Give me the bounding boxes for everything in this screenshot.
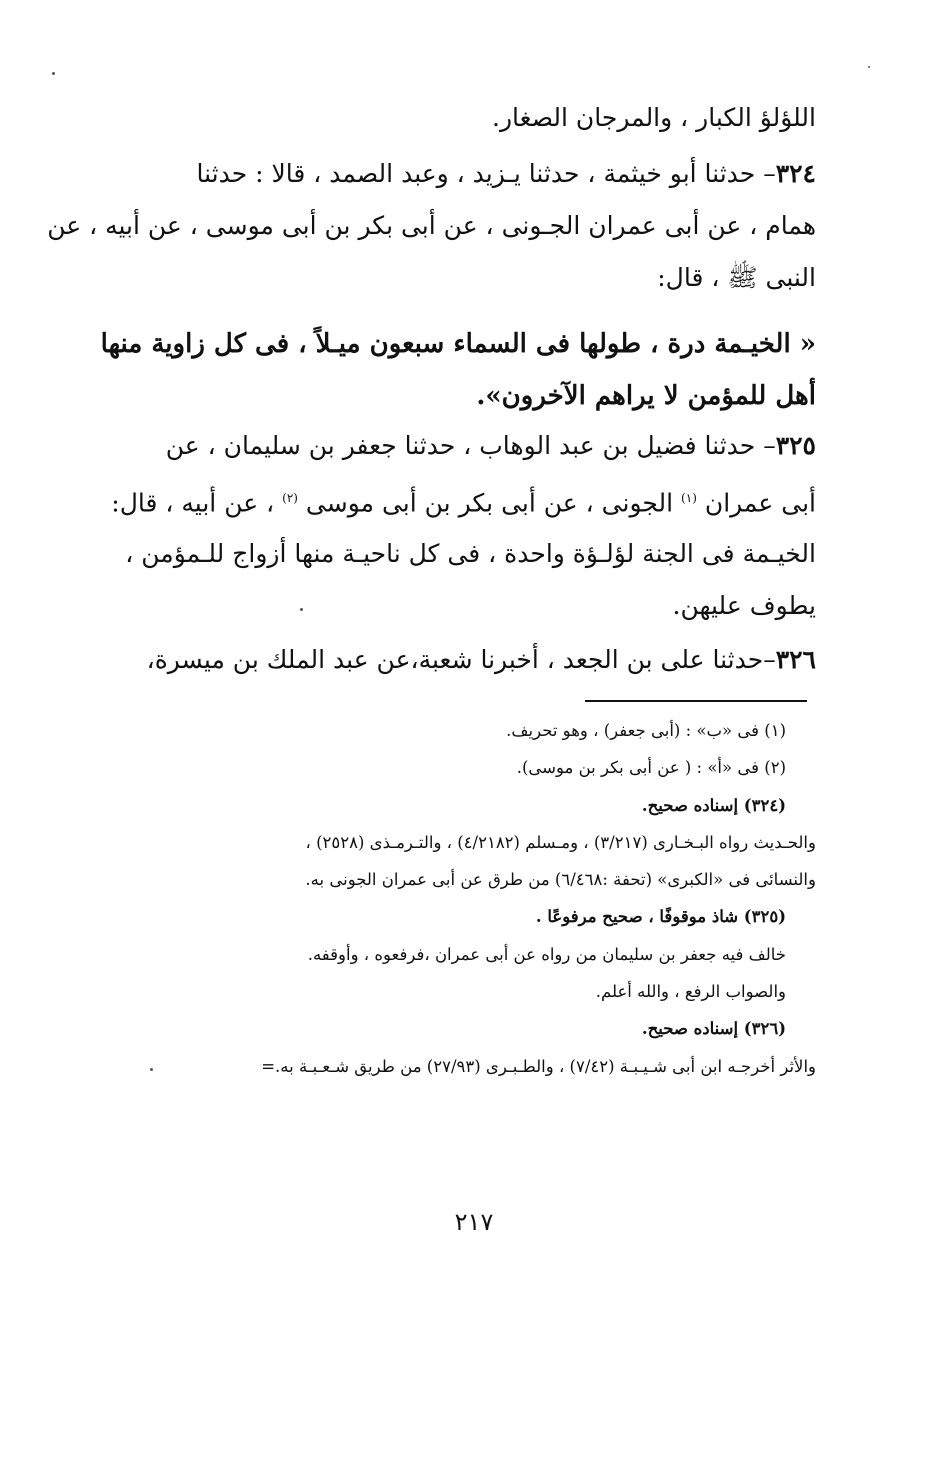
hadith-324-line-1 — [126, 148, 816, 200]
footnote-ref: (١) — [681, 491, 697, 505]
hadith-text: – حدثنا فضيل بن عبد الوهاب ، حدثنا جعفر بن سليمان ، عن — [165, 431, 776, 460]
hadith-325 — [111, 420, 816, 529]
footnote-325-line-1: خالف فيه جعفر بن سليمان من رواه عن أبى عمران ،فرفعوه ، وأوقفه. — [307, 944, 786, 964]
footnote-326-line-1: والأثر أخرجـه ابن أبى شـيـبـة (٧/٤٢) ، والطـبـرى (٢٧/٩٣) من طريق شـعـبـة به.= — [261, 1056, 816, 1076]
footnote-326-heading: (٣٢٦) إسناده صحيح. — [641, 1019, 786, 1039]
quote-325-line-2: يطوف عليهن. — [672, 591, 816, 620]
footnote-324-heading: (٣٢٤) إسناده صحيح. — [641, 795, 786, 815]
page-number: ٢١٧ — [454, 1208, 494, 1236]
quote-324-line-2: أهل للمؤمن لا يراهم الآخرون». — [476, 381, 816, 411]
footnote-324-line-2: والنسائى فى «الكبرى» (تحفة :٦/٤٦٨) من طرق عن أبى عمران الجونى به. — [305, 870, 816, 890]
intro-line: اللؤلؤ الكبار ، والمرجان الصغار. — [492, 103, 816, 132]
hadith-text: الجونى ، عن أبى بكر بن أبى موسى — [305, 488, 674, 518]
hadith-number: ٣٢٤ — [775, 159, 816, 188]
hadith-325-line-2 — [111, 472, 816, 529]
hadith-324 — [47, 148, 816, 304]
footnote-324-line-1: والحـديث رواه البـخـارى (٣/٢١٧) ، ومـسلم (٤/٢١٨٢) ، والتـرمـذى (٢٥٢٨) ، — [305, 832, 816, 852]
hadith-text: – حدثنا أبو خيثمة ، حدثنا يـزيد ، وعبد الصمد ، قالا : حدثنا — [196, 159, 776, 188]
hadith-number: ٣٢٥ — [775, 431, 816, 460]
footnote-325-line-2: والصواب الرفع ، والله أعلم. — [595, 982, 786, 1002]
scan-speck — [868, 66, 870, 68]
hadith-text: أبى عمران — [704, 488, 816, 518]
footnote-2: (٢) فى «أ» : ( عن أبى بكر بن موسى). — [516, 758, 786, 778]
footnotes — [126, 712, 816, 1085]
footnote-325-heading: (٣٢٥) شاذ موقوفًا ، صحيح مرفوعًا . — [535, 907, 786, 927]
quote-324 — [100, 318, 816, 422]
hadith-324-line-2: همام ، عن أبى عمران الجـونى ، عن أبى بكر بن أبى موسى ، عن أبيه ، عن — [47, 211, 816, 240]
footnote-ref: (٢) — [282, 491, 298, 505]
hadith-325-line-1 — [126, 420, 816, 472]
hadith-326 — [126, 634, 816, 686]
hadith-326-line-1 — [126, 634, 816, 686]
quote-325-line-1: الخيـمة فى الجنة لؤلـؤة واحدة ، فى كل ناحيـة منها أزواج للـمؤمن ، — [125, 539, 816, 568]
quote-325 — [126, 528, 816, 632]
intro-paragraph — [126, 92, 816, 144]
quote-324-line-1: « الخيـمة درة ، طولها فى السماء سبعون ميـلاً ، فى كل زاوية منها — [100, 329, 816, 359]
hadith-text: ، عن أبيه ، قال: — [111, 488, 275, 518]
scan-speck — [52, 72, 55, 75]
footnote-1: (١) فى «ب» : (أبى جعفر) ، وهو تحريف. — [506, 721, 786, 740]
footnote-separator — [585, 700, 807, 702]
hadith-number: ٣٢٦ — [775, 645, 816, 674]
hadith-324-line-3: النبى ﷺ ، قال: — [657, 263, 816, 292]
hadith-text: –حدثنا على بن الجعد ، أخبرنا شعبة،عن عبد الملك بن ميسرة، — [146, 645, 776, 674]
